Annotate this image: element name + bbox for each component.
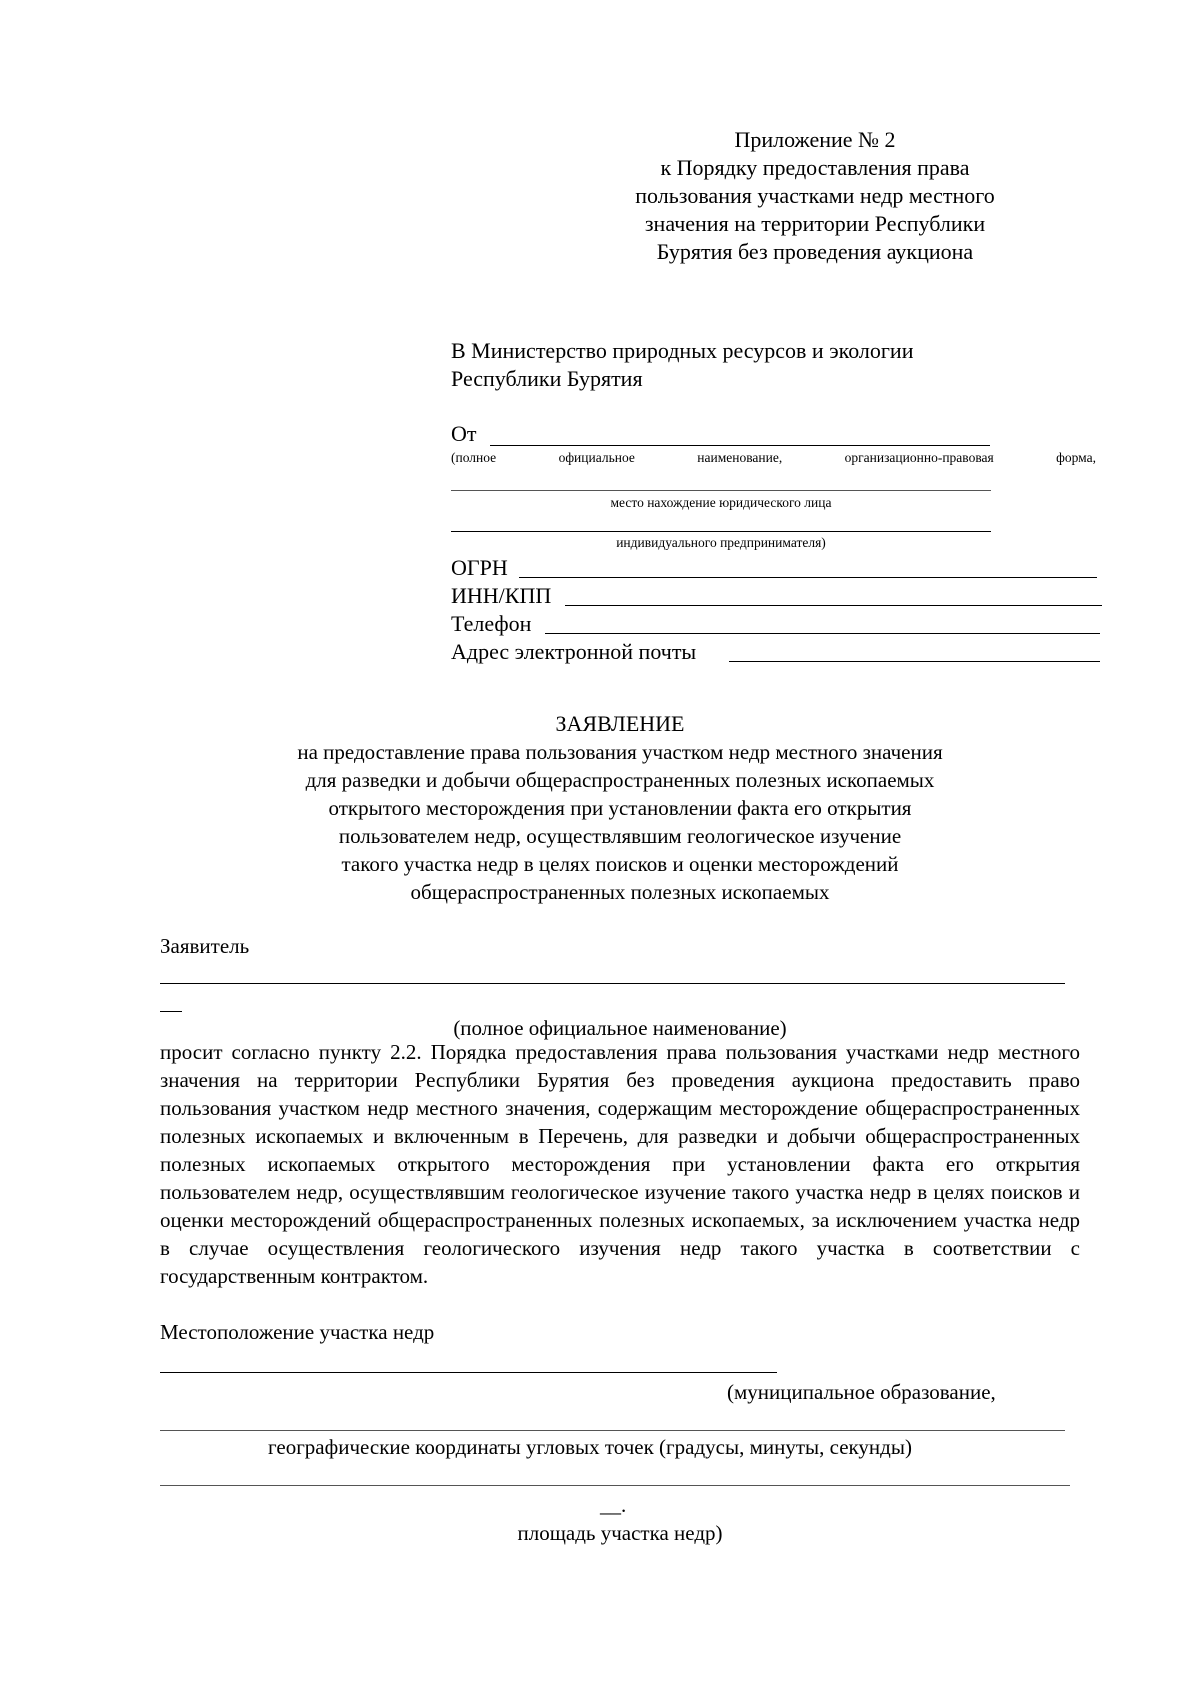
hint-word: форма, <box>1056 450 1096 465</box>
hint-word: (полное <box>451 450 497 465</box>
ogrn-label: ОГРН <box>451 555 508 580</box>
coordinates-hint: географические координаты угловых точек (градусы, минуты, секунды) <box>268 1435 912 1459</box>
appendix-line: значения на территории Республики <box>644 211 986 236</box>
phone-label: Телефон <box>451 611 532 636</box>
email-field[interactable] <box>451 638 1101 666</box>
entrepreneur-underline <box>451 531 991 532</box>
applicant-label: Заявитель <box>160 934 250 958</box>
appendix-line: Приложение № 2 <box>734 127 896 152</box>
inn-kpp-label: ИНН/КПП <box>451 583 552 608</box>
from-label: От <box>451 421 477 446</box>
statement-subtitle <box>160 738 1080 906</box>
applicant-dash <box>160 1011 182 1012</box>
area-hint: площадь участка недр) <box>517 1521 723 1545</box>
appendix-line: Бурятия без проведения аукциона <box>656 239 974 264</box>
appendix-line: к Порядку предоставления права <box>660 155 970 180</box>
appendix-block <box>600 126 1030 266</box>
subtitle-line: для разведки и добычи общераспространенных полезных ископаемых <box>305 768 935 792</box>
inn-kpp-field[interactable] <box>451 582 1101 610</box>
dot-line <box>600 1491 626 1519</box>
hint-word: организационно-правовая <box>844 450 994 465</box>
appendix-line: пользования участками недр местного <box>635 183 995 208</box>
location-underline-2[interactable] <box>160 1430 1065 1431</box>
hint-word: наименование, <box>697 450 783 465</box>
from-underline <box>490 445 990 446</box>
phone-field[interactable] <box>451 610 1101 638</box>
from-hint <box>451 450 1096 466</box>
ogrn-field[interactable] <box>451 554 1101 582</box>
location-label: Местоположение участка недр <box>160 1320 435 1344</box>
subtitle-line: на предоставление права пользования участком недр местного значения <box>297 740 943 764</box>
subtitle-line: пользователем недр, осуществлявшим геологическое изучение <box>338 824 902 848</box>
location-hint: место нахождение юридического лица <box>610 495 832 510</box>
hint-word: официальное <box>558 450 635 465</box>
addressee <box>451 337 1101 393</box>
municipality-hint: (муниципальное образование, <box>727 1380 996 1404</box>
subtitle-line: общераспространенных полезных ископаемых <box>410 880 830 904</box>
applicant-hint: (полное официальное наименование) <box>453 1016 787 1040</box>
email-label: Адрес электронной почты <box>451 639 697 664</box>
location-underline-3[interactable] <box>160 1485 1070 1486</box>
request-paragraph: просит согласно пункту 2.2. Порядка предоставления права пользования участками недр местного значения на территории Республики Бурятия без проведения аукциона предоставить право пользования участком недр местного значения, содержащим месторождение общераспространенных полезных ископаемых и включенным в Перечень, для разведки и добычи общераспространенных полезных ископаемых открытого месторождения при установлении факта его открытия пользователем недр, осуществлявшим геологическое изучение такого участка недр в целях поисков и оценки месторождений общераспространенных полезных ископаемых, за исключением участка недр в случае осуществления геологического изучения недр такого участка в соответствии с государственным контрактом. <box>160 1040 1080 1288</box>
location-underline <box>451 490 991 491</box>
statement-title: ЗАЯВЛЕНИЕ <box>555 711 685 736</box>
entrepreneur-hint: индивидуального предпринимателя) <box>616 535 826 550</box>
location-underline-1[interactable] <box>160 1372 777 1373</box>
addressee-line: Республики Бурятия <box>451 366 643 391</box>
dot-text: __. <box>600 1493 627 1517</box>
applicant-underline[interactable] <box>160 983 1065 984</box>
addressee-line: В Министерство природных ресурсов и экологии <box>451 338 914 363</box>
subtitle-line: открытого месторождения при установлении факта его открытия <box>328 796 912 820</box>
subtitle-line: такого участка недр в целях поисков и оценки месторождений <box>341 852 899 876</box>
